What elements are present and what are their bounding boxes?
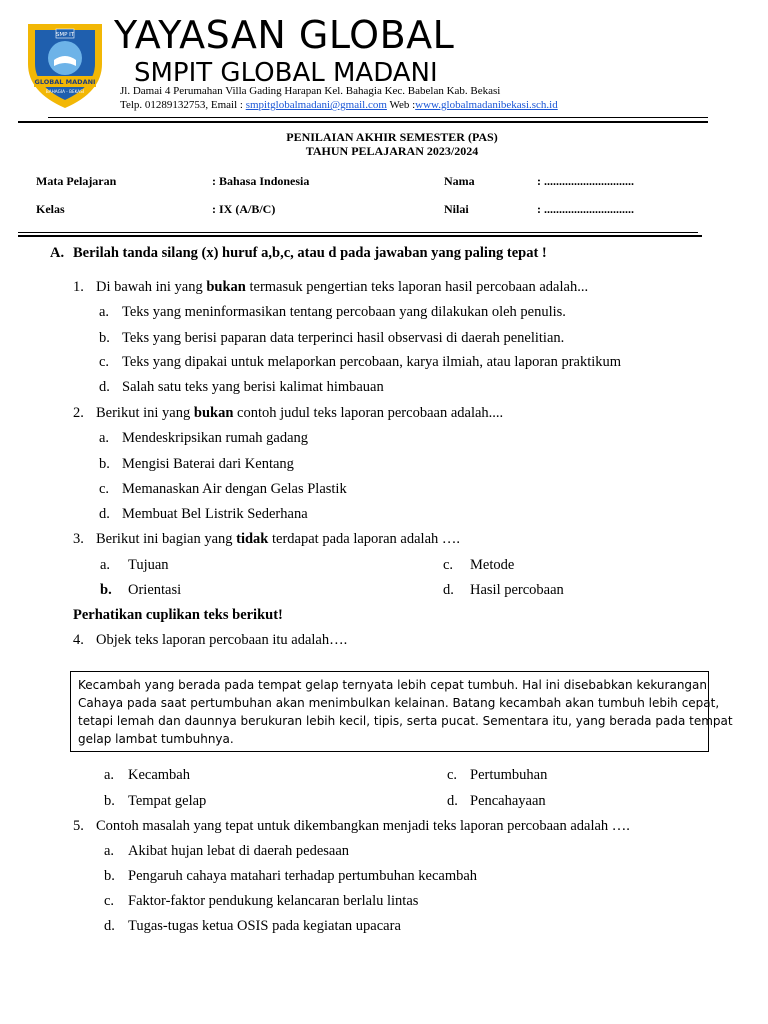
- passage-line: Cahaya pada saat pertumbuhan akan menimbulkan kelainan. Batang kecambah akan tumbuh lebih cepat,: [78, 696, 720, 710]
- q2-option-b[interactable]: Mengisi Baterai dari Kentang: [122, 456, 294, 472]
- q5-option-c[interactable]: Faktor-faktor pendukung kelancaran berlalu lintas: [128, 893, 419, 909]
- q4-option-a-letter[interactable]: a.: [104, 767, 115, 783]
- class-label: Kelas: [36, 202, 65, 216]
- q4-option-c-letter[interactable]: c.: [447, 767, 458, 783]
- q5-option-a-letter[interactable]: a.: [104, 843, 115, 859]
- class-value: : IX (A/B/C): [212, 202, 276, 216]
- name-label: Nama: [444, 174, 475, 188]
- exam-title: PENILAIAN AKHIR SEMESTER (PAS): [286, 130, 498, 144]
- q1-option-d-letter[interactable]: d.: [99, 379, 110, 395]
- q4-option-a[interactable]: Kecambah: [128, 767, 190, 783]
- exam-year: TAHUN PELAJARAN 2023/2024: [305, 144, 479, 158]
- q1-option-d[interactable]: Salah satu teks yang berisi kalimat himbauan: [122, 379, 384, 395]
- question-1-text: Di bawah ini yang bukan termasuk pengertian teks laporan hasil percobaan adalah...: [96, 279, 589, 295]
- q5-option-c-letter[interactable]: c.: [104, 893, 115, 909]
- q4-option-b-letter[interactable]: b.: [104, 793, 115, 809]
- header-divider-thick: [18, 121, 708, 123]
- q3-option-d-letter[interactable]: d.: [443, 582, 454, 598]
- q2-option-b-letter[interactable]: b.: [99, 456, 110, 472]
- school-logo: [22, 18, 108, 110]
- question-1-number: 1.: [73, 279, 84, 295]
- phone-label: Telp. 01289132753, Email :: [120, 99, 246, 111]
- q4-option-d-letter[interactable]: d.: [447, 793, 458, 809]
- header-divider-thin: [48, 117, 708, 118]
- question-4-text: Objek teks laporan percobaan itu adalah….: [96, 632, 348, 648]
- question-3-number: 3.: [73, 531, 84, 547]
- q3-option-c[interactable]: Metode: [470, 557, 515, 573]
- q1-option-a-letter[interactable]: a.: [99, 304, 110, 320]
- score-field[interactable]: : ..............................: [537, 202, 634, 216]
- q3-option-b[interactable]: Orientasi: [128, 582, 182, 598]
- q4-option-b[interactable]: Tempat gelap: [128, 793, 207, 809]
- section-a-letter: A.: [50, 245, 65, 261]
- q3-option-d[interactable]: Hasil percobaan: [470, 582, 564, 598]
- q1-option-b-letter[interactable]: b.: [99, 330, 110, 346]
- logo-text-sub: BAHAGIA - BEKASI: [45, 89, 85, 94]
- q3-option-a[interactable]: Tujuan: [128, 557, 169, 573]
- q2-option-c[interactable]: Memanaskan Air dengan Gelas Plastik: [122, 481, 347, 497]
- question-2-text: Berikut ini yang bukan contoh judul teks laporan percobaan adalah....: [96, 405, 504, 421]
- meta-divider-thin: [18, 232, 698, 233]
- subject-label: Mata Pelajaran: [36, 174, 117, 188]
- question-3-text: Berikut ini bagian yang tidak terdapat pada laporan adalah ….: [96, 531, 461, 547]
- logo-text-top: SMP IT: [55, 32, 75, 38]
- logo-text-main: GLOBAL MADANI: [34, 78, 96, 86]
- web-label: Web :: [386, 99, 416, 111]
- section-a-instruction: Berilah tanda silang (x) huruf a,b,c, atau d pada jawaban yang paling tepat !: [73, 245, 547, 261]
- q2-option-a-letter[interactable]: a.: [99, 430, 110, 446]
- q3-option-c-letter[interactable]: c.: [443, 557, 454, 573]
- q3-option-a-letter[interactable]: a.: [100, 557, 111, 573]
- q4-option-c[interactable]: Pertumbuhan: [470, 767, 548, 783]
- q4-option-d[interactable]: Pencahayaan: [470, 793, 546, 809]
- question-2-number: 2.: [73, 405, 84, 421]
- email-link[interactable]: smpitglobalmadani@gmail.com: [245, 99, 387, 111]
- score-label: Nilai: [444, 202, 469, 216]
- passage-line: gelap lambat tumbuhnya.: [78, 732, 234, 746]
- q2-option-d-letter[interactable]: d.: [99, 506, 110, 522]
- q5-option-d-letter[interactable]: d.: [104, 918, 115, 934]
- q1-option-c[interactable]: Teks yang dipakai untuk melaporkan percobaan, karya ilmiah, atau laporan praktikum: [122, 354, 622, 370]
- foundation-name: YAYASAN GLOBAL: [114, 13, 455, 57]
- school-contact: [120, 98, 558, 112]
- name-field[interactable]: : ..............................: [537, 174, 634, 188]
- school-name: SMPIT GLOBAL MADANI: [134, 58, 438, 88]
- website-link[interactable]: www.globalmadanibekasi.sch.id: [415, 99, 558, 111]
- q1-option-a[interactable]: Teks yang meninformasikan tentang percobaan yang dilakukan oleh penulis.: [122, 304, 566, 320]
- passage-notice: Perhatikan cuplikan teks berikut!: [73, 607, 283, 623]
- q2-option-d[interactable]: Membuat Bel Listrik Sederhana: [122, 506, 308, 522]
- meta-divider-thick: [18, 235, 702, 237]
- passage-line: Kecambah yang berada pada tempat gelap ternyata lebih cepat tumbuh. Hal ini disebabkan kekurangan: [78, 678, 708, 692]
- q5-option-b[interactable]: Pengaruh cahaya matahari terhadap pertumbuhan kecambah: [128, 868, 478, 884]
- q1-option-b[interactable]: Teks yang berisi paparan data terperinci hasil observasi di daerah penelitian.: [122, 330, 565, 346]
- passage-box: [70, 671, 733, 752]
- subject-value: : Bahasa Indonesia: [212, 174, 310, 188]
- q3-option-b-letter[interactable]: b.: [100, 582, 112, 598]
- question-5-number: 5.: [73, 818, 84, 834]
- q5-option-d[interactable]: Tugas-tugas ketua OSIS pada kegiatan upacara: [128, 918, 401, 934]
- q2-option-c-letter[interactable]: c.: [99, 481, 110, 497]
- q5-option-b-letter[interactable]: b.: [104, 868, 115, 884]
- school-address: Jl. Damai 4 Perumahan Villa Gading Harapan Kel. Bahagia Kec. Babelan Kab. Bekasi: [120, 85, 501, 97]
- passage-line: tetapi lemah dan daunnya berukuran lebih kecil, tipis, serta pucat. Sementara itu, yang berada pada tempat: [78, 714, 733, 728]
- question-4-number: 4.: [73, 632, 84, 648]
- q2-option-a[interactable]: Mendeskripsikan rumah gadang: [122, 430, 309, 446]
- question-5-text: Contoh masalah yang tepat untuk dikembangkan menjadi teks laporan percobaan adalah ….: [96, 818, 630, 834]
- q1-option-c-letter[interactable]: c.: [99, 354, 110, 370]
- q5-option-a[interactable]: Akibat hujan lebat di daerah pedesaan: [128, 843, 350, 859]
